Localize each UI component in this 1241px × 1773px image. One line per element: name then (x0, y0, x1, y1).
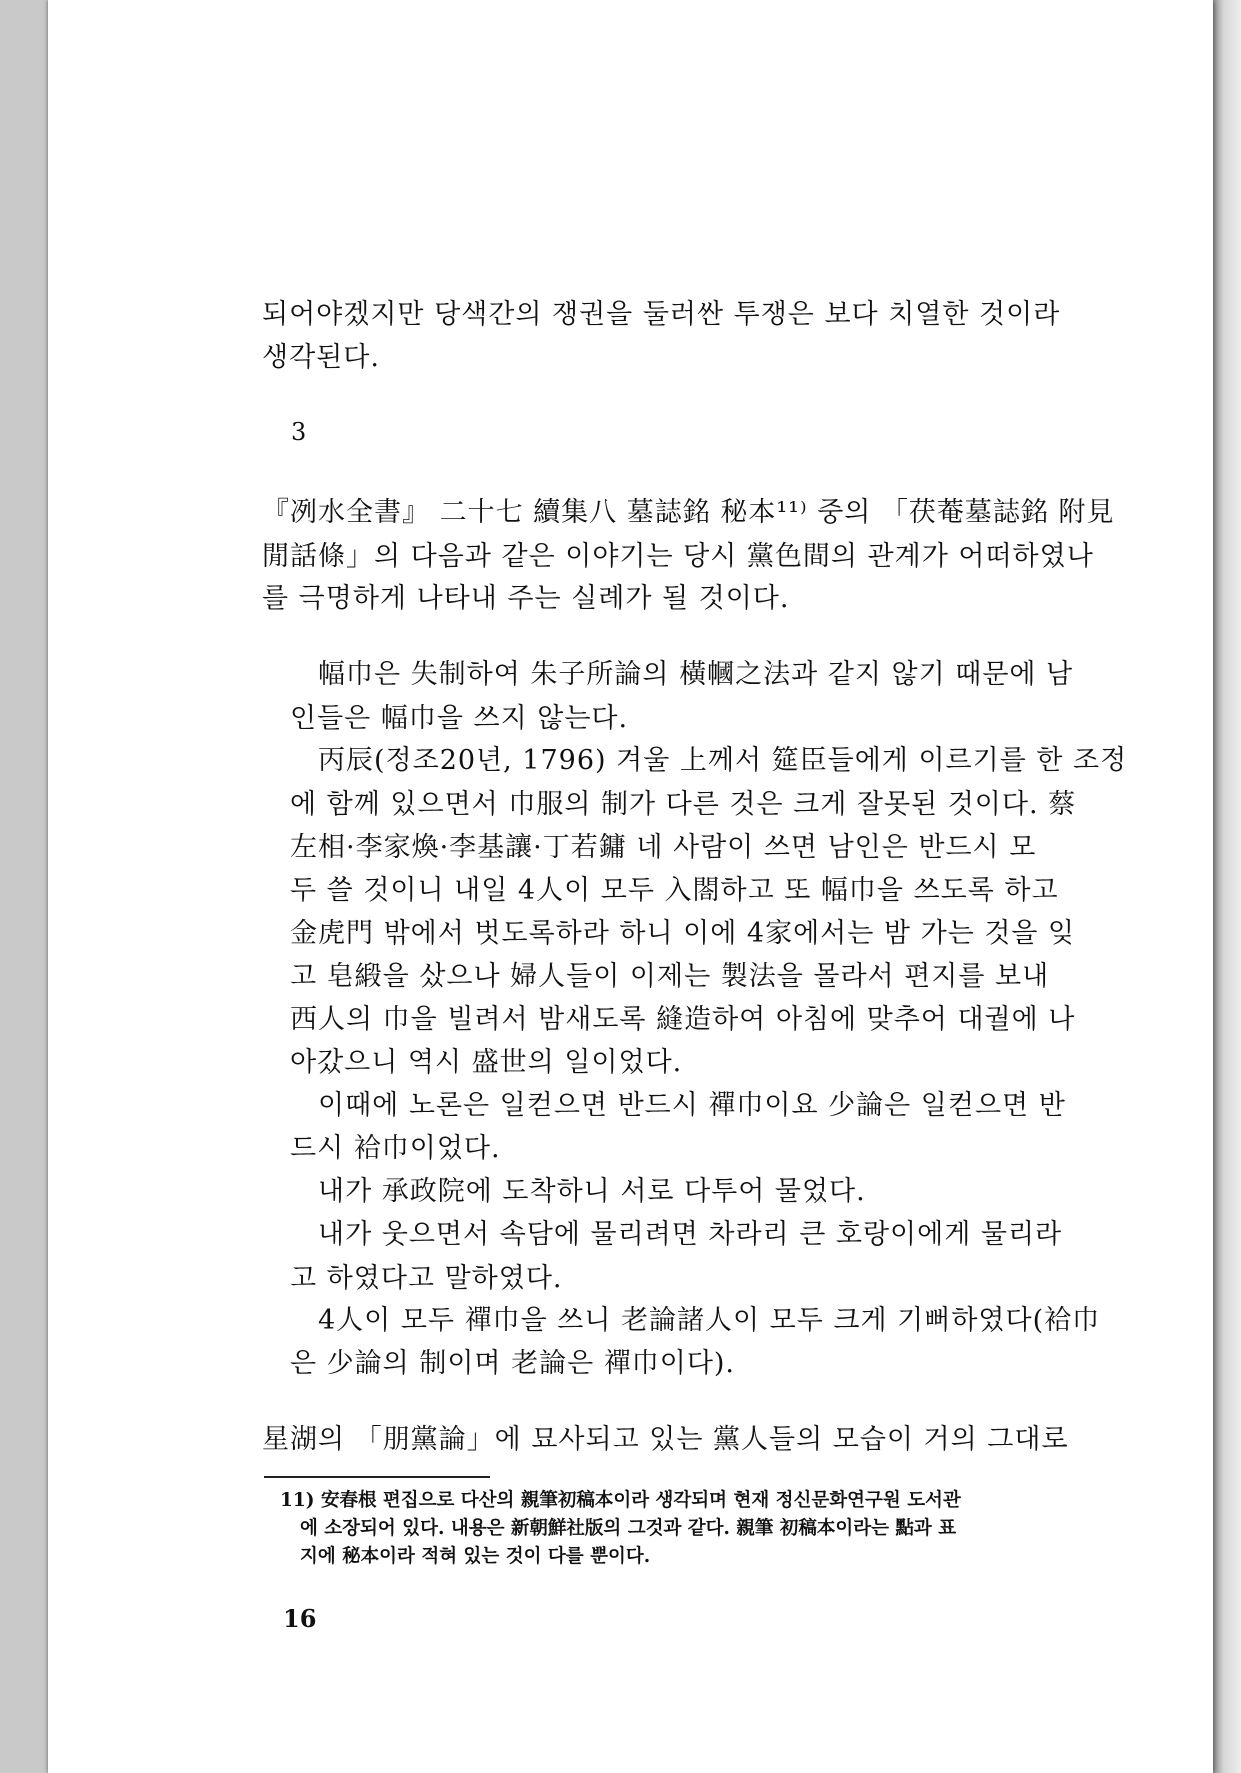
body-line: 『冽水全書』 二十七 續集八 墓誌銘 秘本¹¹⁾ 중의 「茯菴墓誌銘 附見 (262, 497, 1115, 528)
quote-line: 丙辰(정조20년, 1796) 겨울 上께서 筵臣들에게 이르기를 한 조정 (318, 745, 1128, 776)
footnote-line: 지에 秘本이라 적혀 있는 것이 다를 뿐이다. (300, 1546, 651, 1567)
quote-line: 4人이 모두 禪巾을 쓰니 老論諸人이 모두 크게 기뻐하였다(袷巾 (318, 1305, 1101, 1336)
body-line: 되어야겠지만 당색간의 쟁권을 둘러싼 투쟁은 보다 치열한 것이라 (262, 299, 1061, 330)
body-line: 생각된다. (262, 342, 380, 373)
footnote-rule (264, 1476, 490, 1478)
page-edge-shadow (1213, 0, 1241, 1773)
quote-line: 내가 웃으면서 속담에 물리려면 차라리 큰 호랑이에게 물리라 (318, 1219, 1063, 1250)
quote-line: 金虎門 밖에서 벗도록하라 하니 이에 4家에서는 밤 가는 것을 잊 (290, 918, 1076, 949)
quote-line: 두 쓸 것이니 내일 4人이 모두 入閤하고 또 幅巾을 쓰도록 하고 (290, 875, 1059, 906)
quote-line: 아갔으니 역시 盛世의 일이었다. (290, 1047, 683, 1078)
footnote-line: 에 소장되어 있다. 내용은 新朝鮮社版의 그것과 같다. 親筆 初稿本이라는 點과 표 (300, 1518, 957, 1539)
quote-line: 西人의 巾을 빌려서 밤새도록 縫造하여 아침에 맞추어 대궐에 나 (290, 1004, 1076, 1035)
quote-line: 左相·李家煥·李基讓·丁若鏞 네 사람이 쓰면 남인은 반드시 모 (290, 832, 1037, 863)
page-number: 16 (283, 1604, 317, 1633)
body-line: 를 극명하게 나타내 주는 실례가 될 것이다. (262, 583, 790, 614)
body-line: 閒話條」의 다음과 같은 이야기는 당시 黨色間의 관계가 어떠하였나 (262, 541, 1094, 572)
quote-line: 드시 袷巾이었다. (290, 1133, 501, 1164)
quote-line: 이때에 노론은 일컫으면 반드시 禪巾이요 少論은 일컫으면 반 (318, 1090, 1066, 1121)
quote-line: 에 함께 있으면서 巾服의 制가 다른 것은 크게 잘못된 것이다. 蔡 (290, 789, 1077, 820)
quote-line: 은 少論의 制이며 老論은 禪巾이다). (290, 1348, 736, 1379)
quote-line: 고 하였다고 말하였다. (290, 1263, 563, 1294)
footnote-line: 11) 安春根 편집으로 다산의 親筆初稿本이라 생각되며 현재 정신문화연구원 도서관 (280, 1490, 961, 1511)
quote-line: 내가 承政院에 도착하니 서로 다투어 물었다. (318, 1176, 866, 1207)
body-line: 星湖의 「朋黨論」에 묘사되고 있는 黨人들의 모습이 거의 그대로 (262, 1424, 1069, 1455)
quote-line: 幅巾은 失制하여 朱子所論의 橫幗之法과 같지 않기 때문에 남 (318, 659, 1074, 690)
quote-line: 인들은 幅巾을 쓰지 않는다. (290, 703, 629, 734)
section-number: 3 (291, 418, 307, 446)
document-page (48, 0, 1213, 1773)
quote-line: 고 皂緞을 샀으나 婦人들이 이제는 製法을 몰라서 편지를 보내 (290, 961, 1050, 992)
